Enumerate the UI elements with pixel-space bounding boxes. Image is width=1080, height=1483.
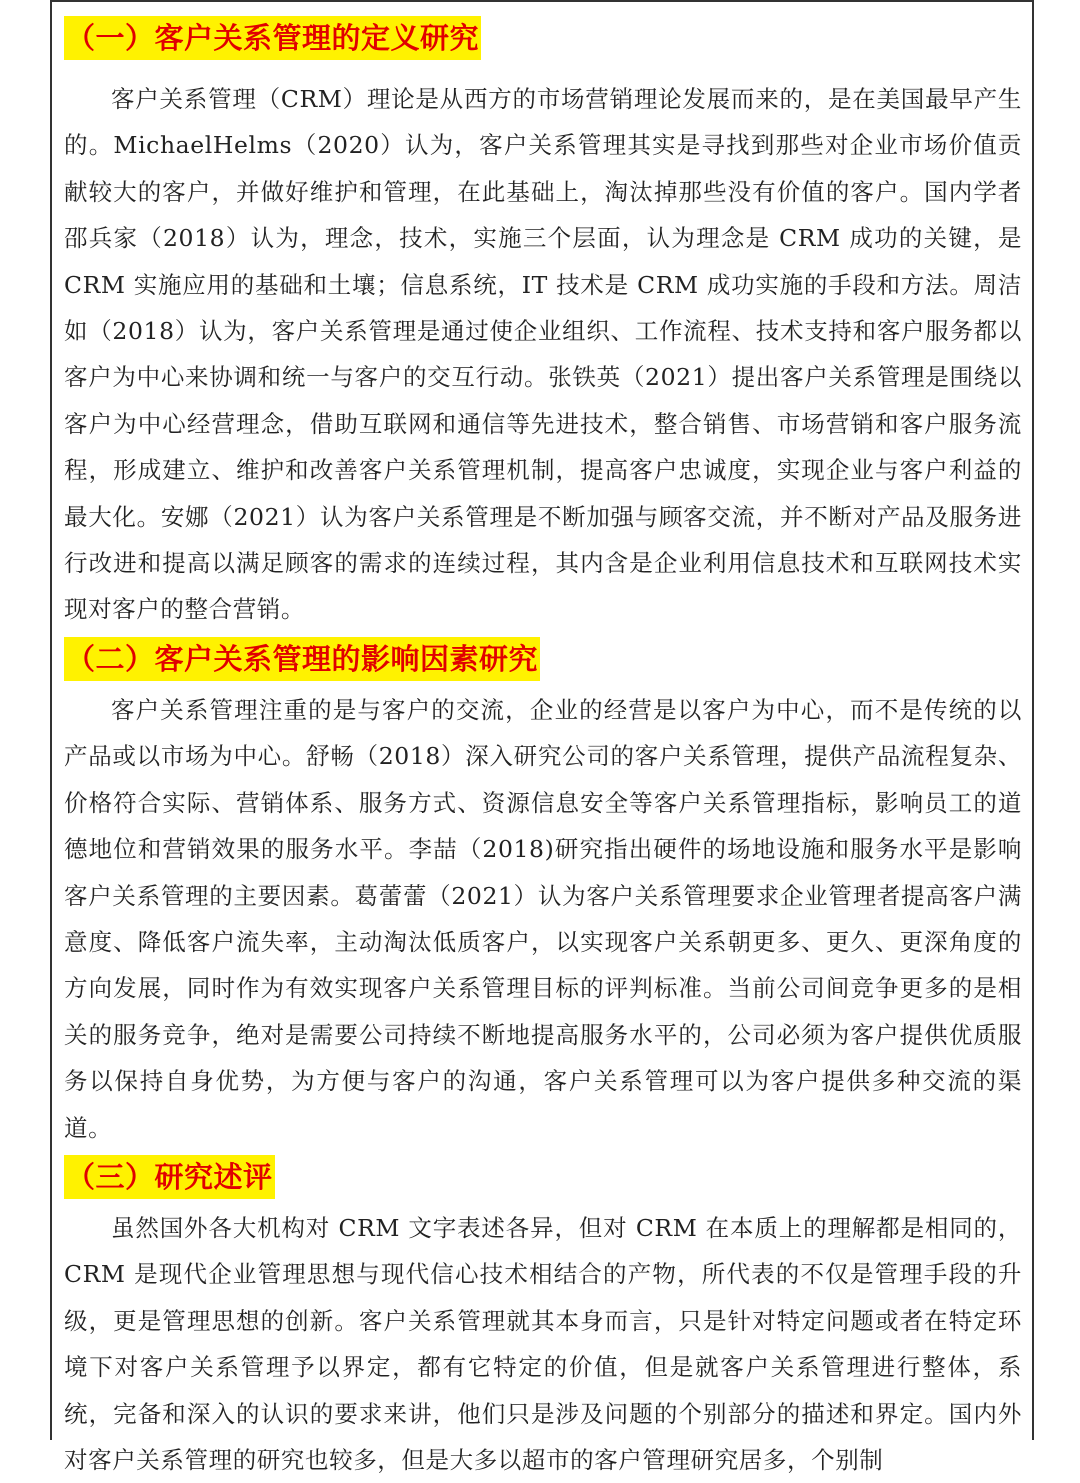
- section-body-factors: 客户关系管理注重的是与客户的交流，企业的经营是以客户为中心，而不是传统的以产品或以市场为中心。舒畅（2018）深入研究公司的客户关系管理，提供产品流程复杂、价格符合实际、营销体系、服务方式、资源信息安全等客户关系管理指标，影响员工的道德地位和营销效果的服务水平。李喆（2018)研究指出硬件的场地设施和服务水平是影响客户关系管理的主要因素。葛蕾蕾（2021）认为客户关系管理要求企业管理者提高客户满意度、降低客户流失率，主动淘汰低质客户，以实现客户关系朝更多、更久、更深角度的方向发展，同时作为有效实现客户关系管理目标的评判标准。当前公司间竞争更多的是相关的服务竞争，绝对是需要公司持续不断地提高服务水平的，公司必须为客户提供优质服务以保持自身优势，为方便与客户的沟通，客户关系管理可以为客户提供多种交流的渠道。: [64, 695, 1022, 1142]
- section-heading-factors: （二）客户关系管理的影响因素研究: [64, 637, 540, 681]
- section-body-review: 虽然国外各大机构对 CRM 文字表述各异，但对 CRM 在本质上的理解都是相同的，CRM 是现代企业管理思想与现代信心技术相结合的产物，所代表的不仅是管理手段的升级，更是管理思想的创新。客户关系管理就其本身而言，只是针对特定问题或者在特定环境下对客户关系管理予以界定，都有它特定的价值，但是就客户关系管理进行整体，系统，完备和深入的认识的要求来讲，他们只是涉及问题的个别部分的描述和界定。国内外对客户关系管理的研究也较多，但是大多以超市的客户管理研究居多，个别制: [64, 1213, 1022, 1474]
- section-body-definition: 客户关系管理（CRM）理论是从西方的市场营销理论发展而来的，是在美国最早产生的。MichaelHelms（2020）认为，客户关系管理其实是寻找到那些对企业市场价值贡献较大的客户，并做好维护和管理，在此基础上，淘汰掉那些没有价值的客户。国内学者邵兵家（2018）认为，理念，技术，实施三个层面，认为理念是 CRM 成功的关键，是 CRM 实施应用的基础和土壤；信息系统，IT 技术是 CRM 成功实施的手段和方法。周洁如（2018）认为，客户关系管理是通过使企业组织、工作流程、技术支持和客户服务都以客户为中心来协调和统一与客户的交互行动。张铁英（2021）提出客户关系管理是围绕以客户为中心经营理念，借助互联网和通信等先进技术，整合销售、市场营销和客户服务流程，形成建立、维护和改善客户关系管理机制，提高客户忠诚度，实现企业与客户利益的最大化。安娜（2021）认为客户关系管理是不断加强与顾客交流，并不断对产品及服务进行改进和提高以满足顾客的需求的连续过程，其内含是企业利用信息技术和互联网技术实现对客户的整合营销。: [64, 85, 1022, 624]
- document-content: [64, 2, 1022, 1483]
- section-heading-review: （三）研究述评: [64, 1155, 275, 1199]
- document-page: [50, 0, 1034, 1474]
- section-heading-definition: （一）客户关系管理的定义研究: [64, 16, 481, 60]
